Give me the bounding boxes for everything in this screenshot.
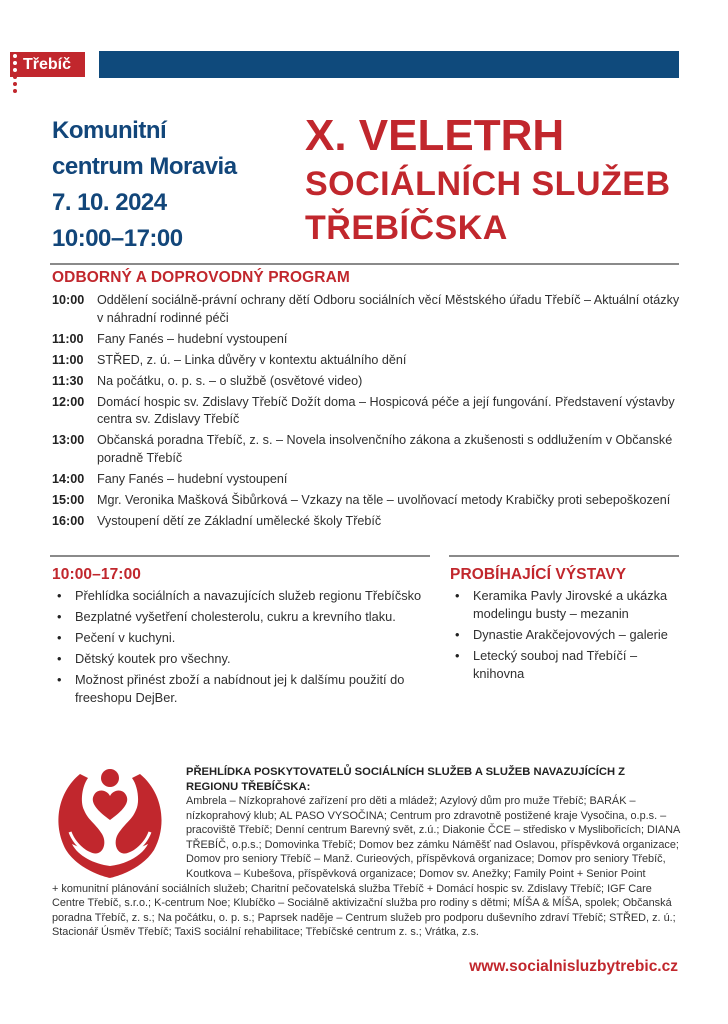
venue-line1: Komunitní	[52, 117, 167, 144]
program-description: Mgr. Veronika Mašková Šibůrková – Vzkazy na těle – uvolňovací metody Krabičky proti sebepoškození	[97, 492, 671, 507]
event-date: 7. 10. 2024	[52, 189, 167, 216]
allday-item: • Možnost přinést zboží a nabídnout jej k dalšímu použití do freeshopu DejBer.	[52, 671, 432, 707]
program-time: 11:30	[52, 373, 84, 388]
exhibitions-list	[450, 587, 680, 686]
allday-item: • Přehlídka sociálních a navazujících služeb regionu Třebíčsko	[52, 587, 432, 605]
program-description: Na počátku, o. p. s. – o službě (osvětové video)	[97, 373, 363, 388]
header-bar	[99, 51, 679, 78]
program-time: 16:00	[52, 513, 85, 528]
exhibitions-heading: PROBÍHAJÍCÍ VÝSTAVY	[450, 566, 627, 583]
program-description: Oddělení sociálně-právní ochrany dětí Odboru sociálních věcí Městského úřadu Třebíč – Aktuální otázky v náhradní rodinné péči	[97, 293, 680, 325]
title-line2: SOCIÁLNÍCH SLUŽEB	[305, 165, 671, 203]
divider	[449, 555, 679, 557]
program-description: Vystoupení dětí ze Základní umělecké školy Třebíč	[97, 513, 382, 528]
website-link[interactable]: www.socialnisluzbytrebic.cz	[469, 958, 678, 975]
program-time: 11:00	[52, 331, 84, 346]
program-list	[52, 292, 682, 534]
providers-text	[52, 794, 682, 940]
program-time: 13:00	[52, 433, 85, 447]
program-item	[52, 394, 682, 429]
program-time: 15:00	[52, 492, 85, 507]
providers-text-indented: Ambrela – Nízkoprahové zařízení pro děti a mládež; Azylový dům pro muže Třebíč; BARÁK – nízkoprahový klub; AL PASO VYSOČINA; Centrum pro zdravotně postižené kraje Vysočina, o.p.s. – pracoviště Třebíč; Denní centrum Barevný svět, z.ú.; Diakonie ČCE – středisko v Myslibořicích; DIANA TŘEBÍČ, o.p.s.; Domovinka Třebíč; Domov bez zámku Náměšť nad Oslavou, příspěvková organizace; Domov pro seniory Třebíč – Manž. Curieových, příspěvková organizace; Domov pro seniory Třebíč, Koutkova – Kubešova, příspěvková organizace; Domov sv. Anežky; Family Point + Senior Point	[186, 795, 680, 880]
program-item	[52, 492, 682, 510]
divider	[50, 263, 679, 265]
title-line3: TŘEBÍČSKA	[305, 209, 508, 247]
allday-item: • Bezplatné vyšetření cholesterolu, cukru a krevního tlaku.	[52, 608, 432, 626]
event-time: 10:00–17:00	[52, 225, 183, 252]
program-time: 11:00	[52, 352, 84, 367]
program-description: Fany Fanés – hudební vystoupení	[97, 331, 288, 346]
program-item	[52, 331, 682, 349]
program-item	[52, 432, 682, 467]
program-description: Fany Fanés – hudební vystoupení	[97, 471, 288, 486]
allday-heading: 10:00–17:00	[52, 566, 142, 583]
providers-heading: PŘEHLÍDKA POSKYTOVATELŮ SOCIÁLNÍCH SLUŽEB A SLUŽEB NAVAZUJÍCÍCH Z REGIONU TŘEBÍČSKA:	[186, 766, 626, 793]
program-description: Občanská poradna Třebíč, z. s. – Novela insolvenčního zákona a zkušenosti s oddlužením v Občanské poradně Třebíč	[97, 433, 673, 465]
program-heading: ODBORNÝ A DOPROVODNÝ PROGRAM	[52, 269, 350, 286]
divider	[50, 555, 430, 557]
allday-list	[52, 587, 432, 710]
trebic-logo	[10, 52, 85, 77]
exhibitions-item: • Letecký souboj nad Třebíčí – knihovna	[450, 647, 680, 683]
allday-item: • Pečení v kuchyni.	[52, 629, 432, 647]
program-time: 12:00	[52, 394, 85, 409]
exhibitions-item: • Dynastie Arakčejovových – galerie	[450, 626, 680, 644]
program-time: 10:00	[52, 293, 85, 307]
program-description: Domácí hospic sv. Zdislavy Třebíč Dožít doma – Hospicová péče a její fungování. Představení výstavby centra sv. Zdislavy Třebíč	[97, 394, 675, 426]
providers-text-full: + komunitní plánování sociálních služeb; Charitní pečovatelská služba Třebíč + Domácí hospic sv. Zdislavy Třebíč; IGF Care Centre Třebíč, s.r.o.; K-centrum Noe; Klubíčko – Sociálně aktivizační služba pro rodiny s dětmi; MÍŠA & MÍŠA, spolek; Občanská poradna Třebíč, z. s.; Na počátku, o. p. s.; Paprsek naděje – Centrum služeb pro podporu duševního zdraví Třebíč; STŘED, z. ú.; Stacionář Úsměv Třebíč; TaxiS sociální rehabilitace; Třebíčské centrum z. s.; Vrátka, z.s.	[52, 882, 676, 939]
program-item	[52, 292, 682, 327]
program-item	[52, 513, 682, 531]
exhibitions-item: • Keramika Pavly Jirovské a ukázka modelingu busty – mezanin	[450, 587, 680, 623]
title-line1: X. VELETRH	[305, 111, 565, 160]
allday-item: • Dětský koutek pro všechny.	[52, 650, 432, 668]
venue-line2: centrum Moravia	[52, 153, 237, 180]
logo-text: Třebíč	[23, 56, 72, 73]
program-item	[52, 373, 682, 391]
event-title	[305, 110, 671, 250]
program-time: 14:00	[52, 471, 85, 486]
program-description: STŘED, z. ú. – Linka důvěry v kontextu aktuálního dění	[97, 352, 407, 367]
program-item	[52, 471, 682, 489]
logo-dots-icon	[13, 54, 17, 96]
program-item	[52, 352, 682, 370]
event-info	[52, 113, 237, 257]
